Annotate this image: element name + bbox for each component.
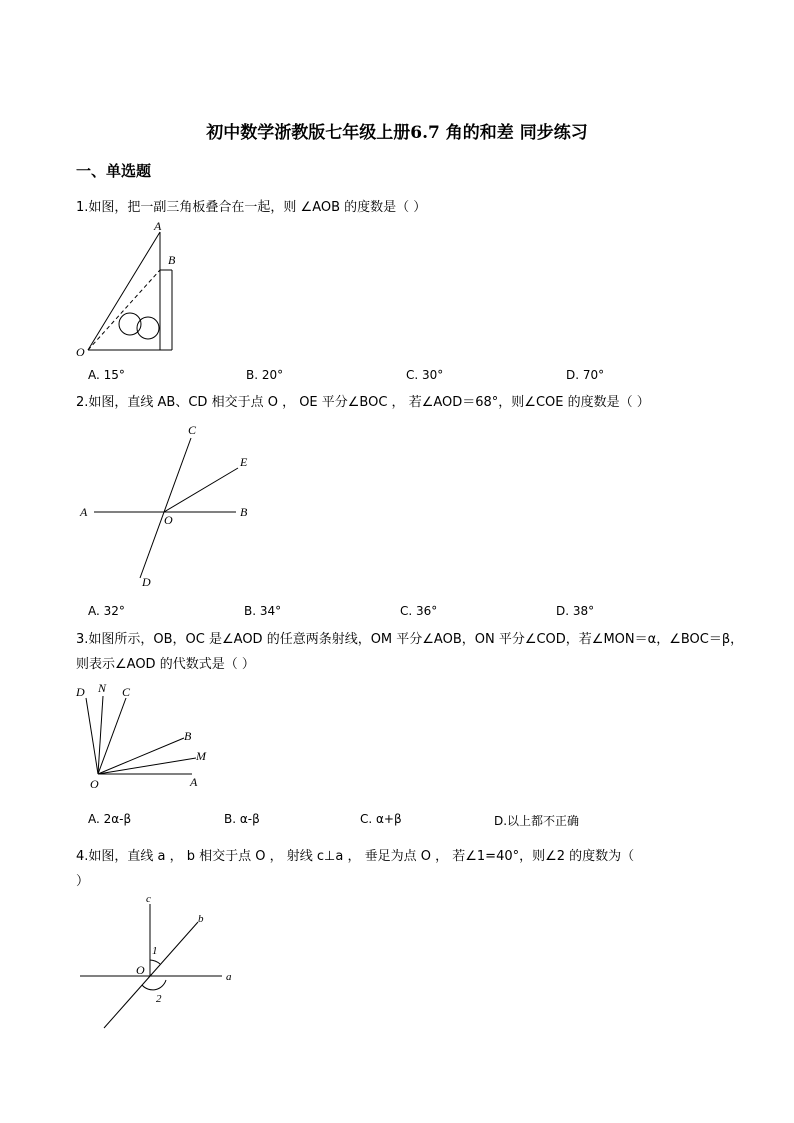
question-4-stem-line1: 4.如图，直线 a ， b 相交于点 O ， 射线 c⊥a ， 垂足为点 O ， 若∠1=40°，则∠2 的度数为（	[76, 849, 635, 864]
figure-label: B	[184, 729, 192, 743]
option-a: A. 32°	[88, 604, 125, 618]
figure-label: O	[136, 963, 145, 977]
figure-label: B	[240, 505, 248, 519]
option-d: D.以上都不正确	[494, 814, 580, 828]
question-4-stem-line2: ）	[76, 874, 90, 889]
figure-label: E	[240, 455, 248, 469]
figure-label: C	[122, 685, 131, 699]
option-b: B. α-β	[224, 812, 260, 826]
figure-label: A	[154, 219, 162, 233]
question-3-stem-line1: 3.如图所示，OB，OC 是∠AOD 的任意两条射线，OM 平分∠AOB，ON 平分∠COD，若∠MON＝α，∠BOC＝β，	[76, 632, 744, 647]
question-4-figure	[70, 890, 250, 1040]
figure-label: D	[76, 685, 85, 699]
option-c: C. α+β	[360, 812, 402, 826]
figure-label: O	[76, 345, 85, 358]
figure-label: a	[226, 971, 232, 983]
page-title: 初中数学浙教版七年级上册6.7 角的和差 同步练习	[206, 123, 588, 143]
question-1-figure	[70, 218, 200, 358]
figure-label: M	[196, 749, 206, 763]
question-2-figure	[76, 420, 266, 592]
figure-label: c	[146, 893, 151, 905]
figure-label: 2	[156, 993, 162, 1005]
figure-label: A	[190, 775, 198, 789]
question-2-stem: 2.如图，直线 AB、CD 相交于点 O ， OE 平分∠BOC ， 若∠AOD＝68°，则∠COE 的度数是（ ）	[76, 395, 650, 410]
figure-label: D	[142, 575, 151, 589]
option-d: D. 70°	[566, 368, 605, 382]
figure-label: A	[80, 505, 88, 519]
figure-label: B	[168, 253, 176, 267]
question-3-stem-line2: 则表示∠AOD 的代数式是（ ）	[76, 657, 255, 672]
option-a: A. 15°	[88, 368, 125, 382]
option-a: A. 2α-β	[88, 812, 132, 826]
option-b: B. 34°	[244, 604, 282, 618]
figure-label: b	[198, 913, 204, 925]
figure-label: 1	[152, 945, 158, 957]
option-c: C. 36°	[400, 604, 438, 618]
question-3-figure	[70, 678, 220, 798]
figure-label: O	[90, 777, 99, 791]
option-b: B. 20°	[246, 368, 284, 382]
question-1-stem: 1.如图，把一副三角板叠合在一起，则 ∠AOB 的度数是（ ）	[76, 200, 427, 215]
figure-label: C	[188, 423, 197, 437]
figure-label: N	[98, 681, 107, 695]
section-heading: 一、单选题	[76, 162, 152, 180]
figure-label: O	[164, 513, 173, 527]
option-c: C. 30°	[406, 368, 444, 382]
option-d: D. 38°	[556, 604, 595, 618]
